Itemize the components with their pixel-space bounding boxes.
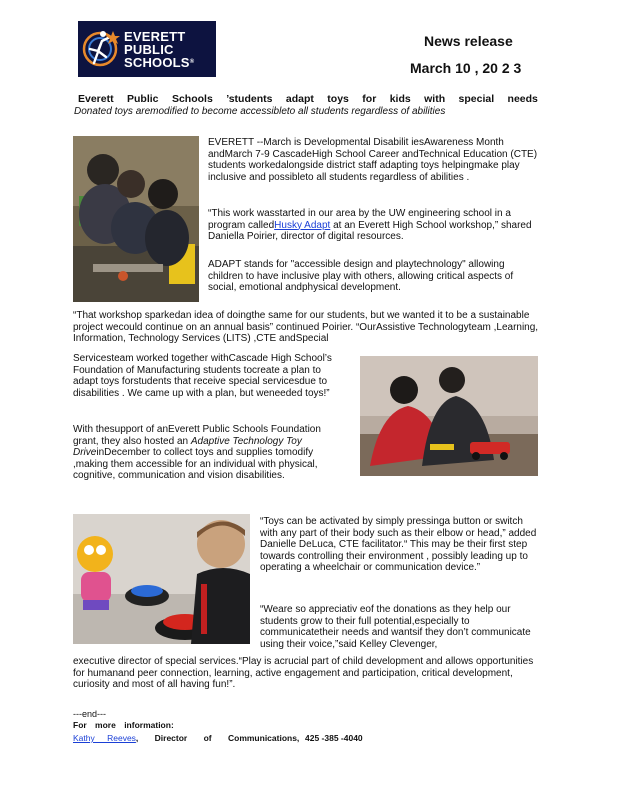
paragraph-intro: EVERETT --March is Developmental Disabilit iesAwareness Month andMarch 7-9 CascadeHigh School Career andTechnical Education (CTE) students workedalongside district staff adapting toys helpingmake play inclusive and possibleto all students regardless of abilities . bbox=[208, 137, 538, 183]
headline-word: special bbox=[458, 93, 495, 105]
more-information-label: For more information: bbox=[73, 720, 174, 730]
logo-line-3: SCHOOLS® bbox=[124, 54, 195, 70]
photo-students-toy-car bbox=[360, 356, 538, 476]
paragraph-husky-adapt: “This work wasstarted in our area by the UW engineering school in a program calledHusky Adapt at an Everett High School workshop,” shared Daniella Poirier, director of digital resources. bbox=[208, 208, 532, 243]
photo-students-soldering bbox=[73, 136, 199, 302]
release-date: March 10 , 20 2 3 bbox=[410, 60, 522, 76]
paragraph-appreciation-top: “Weare so appreciativ eof the donations as they help our students grow to their full potential,especially to communicatetheir needs and wantsif they don’t communicate using their voice,”said Kelley Clevenger, bbox=[260, 604, 531, 650]
contact-phone: 425 -385 -4040 bbox=[305, 733, 363, 743]
paragraph-adapt-definition: ADAPT stands for "accessible design and playtechnology" allowing children to have inclusive play with others, allowing critical aspects of social, emotional andphysical development. bbox=[208, 259, 514, 294]
logo-line-1: EVERETT bbox=[124, 28, 186, 44]
headline-word: ’students bbox=[226, 93, 273, 105]
headline-word: for bbox=[362, 93, 377, 105]
logo-figure-icon bbox=[80, 23, 124, 75]
headline-word: Public bbox=[127, 93, 159, 105]
contact-role: , Director of Communications, bbox=[135, 733, 300, 743]
news-release-label: News release bbox=[424, 33, 513, 49]
subheadline: Donated toys aremodified to become accessibleto all students regardless of abilities bbox=[74, 106, 446, 117]
headline-word: adapt bbox=[285, 93, 314, 105]
paragraph-toy-activation: “Toys can be activated by simply pressinga button or switch with any part of their body such as their elbow or head,” added Danielle DeLuca, CTE facilitator.“ This may be their first step towards controlling their environment , possibly leading up to operating a wheelchair or communication device.” bbox=[260, 516, 537, 574]
contact-name-link[interactable]: Kathy Reeves bbox=[73, 733, 136, 743]
paragraph-toy-drive: With thesupport of anEverett Public Schools Foundation grant, they also hosted an Adaptive Technology Toy DriveinDecember to collect toys and supplies tomodify ,making them accessible for an individual with physical, cognitive, communication and vision disabilities. bbox=[73, 424, 321, 482]
headline-word: with bbox=[424, 93, 446, 105]
end-marker: ---end--- bbox=[73, 709, 106, 719]
headline-word: kids bbox=[389, 93, 411, 105]
husky-adapt-link[interactable]: Husky Adapt bbox=[274, 219, 331, 231]
headline-word: toys bbox=[327, 93, 349, 105]
headline bbox=[78, 93, 538, 105]
paragraph-workshop-bottom: Servicesteam worked together withCascade High School’s Foundation of Manufacturing students tocreate a plan to adapt toys forstudents that receive special servicesdue to disabilities . We came up with a plan, but weneeded toys!” bbox=[73, 353, 332, 399]
logo-wordmark bbox=[124, 30, 194, 69]
paragraph-workshop-top: “That workshop sparkedan idea of doingthe same for our students, but we wanted it to be a sustainable project wecould continue on an annual basis” continued Poirier. “OurAssistive Technologyteam ,Learning, Information, Technology Services (LITS) ,CTE andSpecial bbox=[73, 310, 539, 345]
headline-word: needs bbox=[507, 93, 538, 105]
paragraph-appreciation-bottom: executive director of special services.“Play is acrucial part of child development and allows opportunities for humanand peer connection, learning, active engagement and participation, critical development, curiosity and most of all having fun!”. bbox=[73, 656, 534, 691]
headline-word: Everett bbox=[78, 93, 114, 105]
headline-word: Schools bbox=[171, 93, 213, 105]
district-logo bbox=[78, 21, 216, 77]
photo-child-button-toy bbox=[73, 514, 250, 644]
logo-line-2: PUBLIC bbox=[124, 41, 174, 57]
